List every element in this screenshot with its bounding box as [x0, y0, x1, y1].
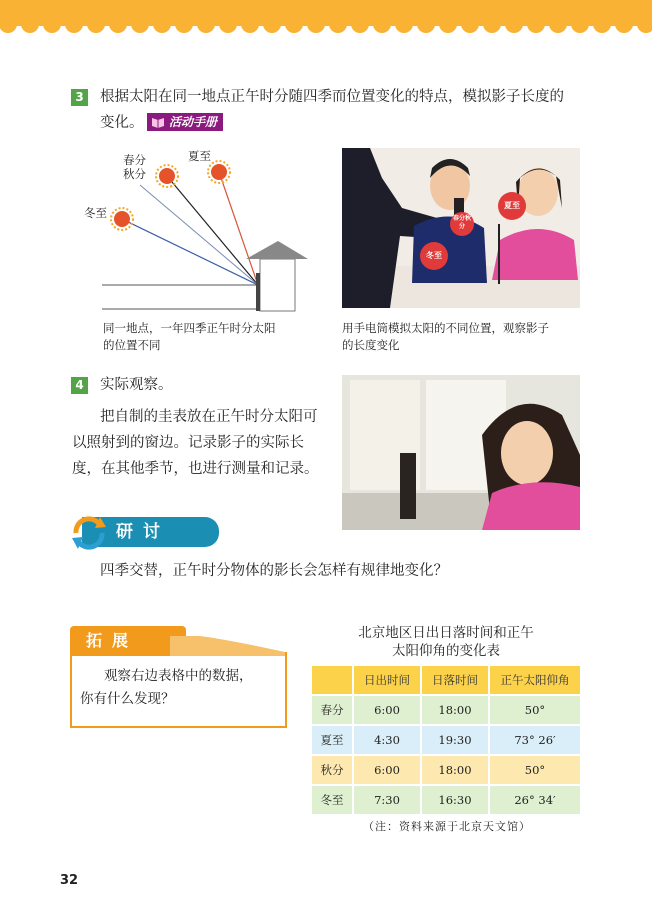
expand-header-tail [170, 636, 285, 656]
diagram-caption-line1: 同一地点，一年四季正午时分太阳 [103, 321, 276, 335]
label-autumn: 秋分 [123, 167, 146, 181]
discuss-label: 研讨 [116, 522, 170, 542]
sun-summer-icon [208, 161, 230, 183]
table-header-cell [312, 666, 352, 694]
photo1-caption-line1: 用手电筒模拟太阳的不同位置，观察影子 [342, 321, 549, 335]
expand-label: 拓展 [86, 631, 139, 650]
discuss-icon [70, 513, 108, 551]
activity-handbook-label: 活动手册 [169, 115, 218, 129]
discuss-question: 四季交替，正午时分物体的影长会怎样有规律地变化？ [100, 563, 448, 579]
table-row [312, 786, 580, 814]
sun-position-diagram [80, 145, 320, 315]
photo1-caption-line2: 的长度变化 [342, 338, 400, 352]
page-number: 32 [60, 873, 79, 888]
table-cell: 50° [490, 756, 580, 784]
expand-header [70, 626, 186, 656]
table-header-cell: 日出时间 [354, 666, 420, 694]
table-title-line2: 太阳仰角的变化表 [392, 643, 500, 659]
table-row [312, 726, 580, 754]
window-photo [342, 375, 580, 530]
expand-text-line1: 观察右边表格中的数据， [104, 668, 253, 684]
table-cell: 18:00 [422, 696, 488, 724]
table-cell: 7:30 [354, 786, 420, 814]
sun-data-table [310, 664, 582, 816]
flashlight-photo [342, 148, 580, 308]
table-cell: 73° 26′ [490, 726, 580, 754]
label-spring: 春分 [123, 153, 146, 167]
table-cell: 冬至 [312, 786, 352, 814]
table-cell: 19:30 [422, 726, 488, 754]
table-cell: 4:30 [354, 726, 420, 754]
label-winter: 冬至 [84, 206, 107, 220]
section-4-badge: 4 [71, 377, 88, 394]
table-cell: 夏至 [312, 726, 352, 754]
table-title-line1: 北京地区日出日落时间和正午 [358, 625, 534, 641]
section-4-para-line2: 以照射到的窗边。记录影子的实际长 [72, 435, 304, 451]
section-4-title: 实际观察。 [100, 377, 173, 393]
section-3-text-line1: 根据太阳在同一地点正午时分随四季而位置变化的特点，模拟影子长度的 [100, 89, 564, 105]
table-header-cell: 正午太阳仰角 [490, 666, 580, 694]
sun-equinox-icon [156, 165, 178, 187]
section-4-para-line3: 度，在其他季节，也进行测量和记录。 [72, 461, 319, 477]
table-cell: 16:30 [422, 786, 488, 814]
sign-summer: 夏至 [504, 201, 520, 210]
table-cell: 6:00 [354, 756, 420, 784]
table-cell: 6:00 [354, 696, 420, 724]
table-cell: 26° 34′ [490, 786, 580, 814]
table-cell: 50° [490, 696, 580, 724]
section-4-para-line1: 把自制的圭表放在正午时分太阳可 [100, 409, 318, 425]
table-row [312, 696, 580, 724]
top-border-scallops [0, 18, 652, 36]
sun-winter-icon [111, 208, 133, 230]
section-3-text-line2: 变化。 [100, 115, 144, 131]
table-cell: 秋分 [312, 756, 352, 784]
section-3-badge: 3 [71, 89, 88, 106]
window-photo-illustration [342, 375, 580, 530]
sign-winter: 冬至 [426, 251, 442, 260]
table-cell: 18:00 [422, 756, 488, 784]
table-header-cell: 日落时间 [422, 666, 488, 694]
label-summer: 夏至 [188, 149, 211, 163]
table-note: （注：资料来源于北京天文馆） [363, 820, 531, 833]
sign-equinox: 春分秋分 [452, 215, 471, 230]
expand-text-line2: 你有什么发现？ [80, 691, 175, 707]
activity-handbook-tag[interactable] [147, 113, 223, 131]
table-cell: 春分 [312, 696, 352, 724]
handbook-icon [151, 116, 165, 128]
diagram-caption-line2: 的位置不同 [103, 338, 161, 352]
table-row [312, 756, 580, 784]
table-header-row [312, 666, 580, 694]
